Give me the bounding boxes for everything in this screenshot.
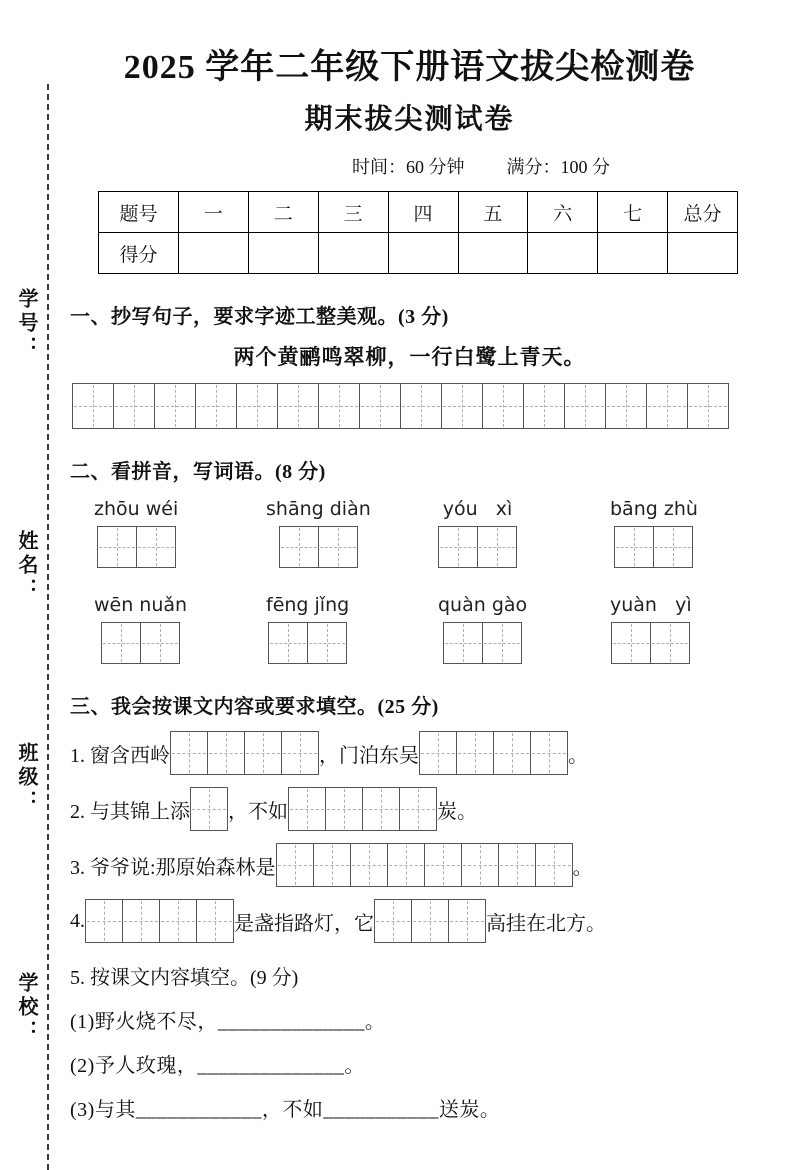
pinyin-label: zhōu wéi	[94, 498, 179, 521]
writing-cell[interactable]	[277, 383, 319, 429]
writing-cell[interactable]	[400, 383, 442, 429]
score-entry-cell[interactable]	[388, 233, 458, 274]
fill-blank-line: (3)与其____________，不如___________送炭。	[70, 1099, 501, 1122]
section3-heading: 三、我会按课文内容或要求填空。(25 分)	[70, 696, 439, 719]
pinyin-label: yuàn yì	[610, 594, 692, 617]
writing-cell[interactable]	[359, 383, 401, 429]
writing-grid	[190, 787, 228, 831]
writing-grid	[101, 622, 180, 664]
writing-grid	[170, 731, 319, 775]
writing-cell[interactable]	[307, 622, 347, 664]
writing-grid	[279, 526, 358, 568]
writing-cell[interactable]	[101, 622, 141, 664]
writing-cell[interactable]	[276, 843, 314, 887]
writing-cell[interactable]	[122, 899, 160, 943]
writing-cell[interactable]	[190, 787, 228, 831]
exam-meta	[352, 153, 749, 179]
writing-grid	[438, 526, 517, 568]
pinyin-groups	[94, 498, 749, 664]
score-entry-cell[interactable]	[528, 233, 598, 274]
writing-cell[interactable]	[611, 622, 651, 664]
pinyin-label: shāng diàn	[266, 498, 371, 521]
fill-item-text: 。	[572, 856, 593, 879]
score-table-header-label: 题号	[99, 192, 179, 233]
fill-item-text: 3. 爷爷说:那原始森林是	[70, 856, 276, 879]
writing-cell[interactable]	[564, 383, 606, 429]
copy-sentence: 两个黄鹂鸣翠柳，一行白鹭上青天。	[233, 345, 586, 370]
pinyin-group	[438, 594, 527, 664]
blank-lines	[70, 1005, 749, 1122]
page-title: 2025 学年二年级下册语文拔尖检测卷	[123, 49, 696, 86]
writing-cell[interactable]	[97, 526, 137, 568]
score-table-header-cell: 二	[248, 192, 318, 233]
score-table-header-cell: 三	[318, 192, 388, 233]
writing-grid	[97, 526, 176, 568]
pinyin-label: quàn gào	[438, 594, 528, 617]
writing-cell[interactable]	[170, 731, 208, 775]
section2-heading: 二、看拼音，写词语。(8 分)	[70, 461, 326, 484]
writing-cell[interactable]	[614, 526, 654, 568]
binding-dashed-line	[47, 84, 49, 1170]
writing-cell[interactable]	[159, 899, 197, 943]
writing-cell[interactable]	[268, 622, 308, 664]
fill-item-text: 2. 与其锦上添	[70, 800, 190, 823]
content-area	[70, 48, 749, 1122]
exam-sheet	[0, 48, 793, 1122]
writing-grid	[443, 622, 522, 664]
writing-grid	[85, 899, 234, 943]
pinyin-group	[266, 498, 371, 568]
writing-cell[interactable]	[236, 383, 278, 429]
writing-cell[interactable]	[154, 383, 196, 429]
writing-cell[interactable]	[653, 526, 693, 568]
fill-item-text: 1. 窗含西岭	[70, 744, 170, 767]
fill-item-text: 高挂在北方。	[486, 912, 606, 935]
writing-cell[interactable]	[456, 731, 494, 775]
writing-cell[interactable]	[411, 899, 449, 943]
writing-cell[interactable]	[419, 731, 457, 775]
class-label: 班级：	[15, 742, 37, 814]
score-entry-cell[interactable]	[458, 233, 528, 274]
writing-cell[interactable]	[318, 383, 360, 429]
fill-item	[70, 731, 749, 775]
score-row-label: 得分	[99, 233, 179, 274]
writing-grid	[419, 731, 568, 775]
writing-cell[interactable]	[72, 383, 114, 429]
writing-cell[interactable]	[350, 843, 388, 887]
writing-cell[interactable]	[113, 383, 155, 429]
writing-cell[interactable]	[288, 787, 326, 831]
score-entry-cell[interactable]	[598, 233, 668, 274]
writing-grid	[72, 383, 729, 429]
copy-grid-slot	[72, 383, 749, 429]
writing-cell[interactable]	[279, 526, 319, 568]
writing-cell[interactable]	[196, 899, 234, 943]
pinyin-label: fēng jǐng	[266, 594, 350, 617]
writing-cell[interactable]	[498, 843, 536, 887]
writing-cell[interactable]	[482, 383, 524, 429]
score-entry-cell[interactable]	[248, 233, 318, 274]
pinyin-label: yóu xì	[442, 498, 513, 521]
fill-blank-line: (2)予人玫瑰，______________。	[70, 1055, 365, 1078]
fill-item-text: ，门泊东吴	[319, 744, 419, 767]
writing-cell[interactable]	[493, 731, 531, 775]
writing-cell[interactable]	[441, 383, 483, 429]
writing-cell[interactable]	[687, 383, 729, 429]
score-table-header-cell: 总分	[668, 192, 738, 233]
school-label: 学校：	[15, 972, 37, 1044]
writing-cell[interactable]	[461, 843, 499, 887]
writing-cell[interactable]	[325, 787, 363, 831]
time-limit-label: 时间：60 分钟	[352, 157, 465, 178]
score-table-header-cell: 一	[179, 192, 249, 233]
writing-cell[interactable]	[523, 383, 565, 429]
fill-item	[70, 843, 749, 887]
fill-item	[70, 787, 749, 831]
pinyin-group	[94, 498, 178, 568]
section1-heading: 一、抄写句子，要求字迹工整美观。(3 分)	[70, 306, 449, 329]
writing-cell[interactable]	[362, 787, 400, 831]
writing-cell[interactable]	[424, 843, 462, 887]
score-entry-cell[interactable]	[668, 233, 738, 274]
writing-grid	[288, 787, 437, 831]
full-score-label: 满分：100 分	[506, 157, 610, 178]
writing-cell[interactable]	[313, 843, 351, 887]
writing-cell[interactable]	[374, 899, 412, 943]
writing-cell[interactable]	[605, 383, 647, 429]
writing-grid	[374, 899, 486, 943]
writing-cell[interactable]	[318, 526, 358, 568]
writing-cell[interactable]	[646, 383, 688, 429]
pinyin-label: bāng zhù	[610, 498, 698, 521]
fill-item	[70, 899, 749, 943]
writing-grid	[611, 622, 690, 664]
pinyin-group	[266, 594, 349, 664]
writing-cell[interactable]	[535, 843, 573, 887]
student-name-label: 姓名：	[15, 530, 37, 602]
score-table-header-cell: 六	[528, 192, 598, 233]
fill-item-text: 。	[568, 744, 588, 767]
writing-cell[interactable]	[482, 622, 522, 664]
score-table-header-cell: 四	[388, 192, 458, 233]
writing-grid	[276, 843, 573, 887]
score-entry-cell[interactable]	[318, 233, 388, 274]
fill-items	[70, 731, 749, 943]
writing-cell[interactable]	[207, 731, 245, 775]
student-id-label: 学号：	[15, 288, 37, 360]
writing-cell[interactable]	[477, 526, 517, 568]
writing-grid	[614, 526, 693, 568]
writing-cell[interactable]	[140, 622, 180, 664]
score-table-header-cell: 七	[598, 192, 668, 233]
score-table-header-cell: 五	[458, 192, 528, 233]
score-entry-cell[interactable]	[179, 233, 249, 274]
score-table	[98, 191, 738, 274]
writing-cell[interactable]	[443, 622, 483, 664]
pinyin-label: wēn nuǎn	[94, 594, 188, 617]
writing-cell[interactable]	[448, 899, 486, 943]
writing-cell[interactable]	[244, 731, 282, 775]
writing-cell[interactable]	[85, 899, 123, 943]
fill-item-text: ，不如	[228, 800, 288, 823]
pinyin-group	[94, 594, 187, 664]
writing-cell[interactable]	[530, 731, 568, 775]
pinyin-group	[610, 594, 692, 664]
page-subtitle: 期末拔尖测试卷	[304, 104, 515, 136]
fill-item-text: 是盏指路灯，它	[234, 912, 374, 935]
fill-item-text: 炭。	[437, 800, 477, 823]
writing-cell[interactable]	[281, 731, 319, 775]
pinyin-group	[438, 498, 517, 568]
writing-cell[interactable]	[136, 526, 176, 568]
writing-grid	[268, 622, 347, 664]
writing-cell[interactable]	[195, 383, 237, 429]
writing-cell[interactable]	[650, 622, 690, 664]
fill-item-text: 4.	[70, 909, 85, 932]
writing-cell[interactable]	[387, 843, 425, 887]
pinyin-group	[610, 498, 698, 568]
writing-cell[interactable]	[438, 526, 478, 568]
writing-cell[interactable]	[399, 787, 437, 831]
fill-blank-line: (1)野火烧不尽，______________。	[70, 1011, 386, 1034]
item5-heading: 5. 按课文内容填空。(9 分)	[70, 967, 299, 990]
